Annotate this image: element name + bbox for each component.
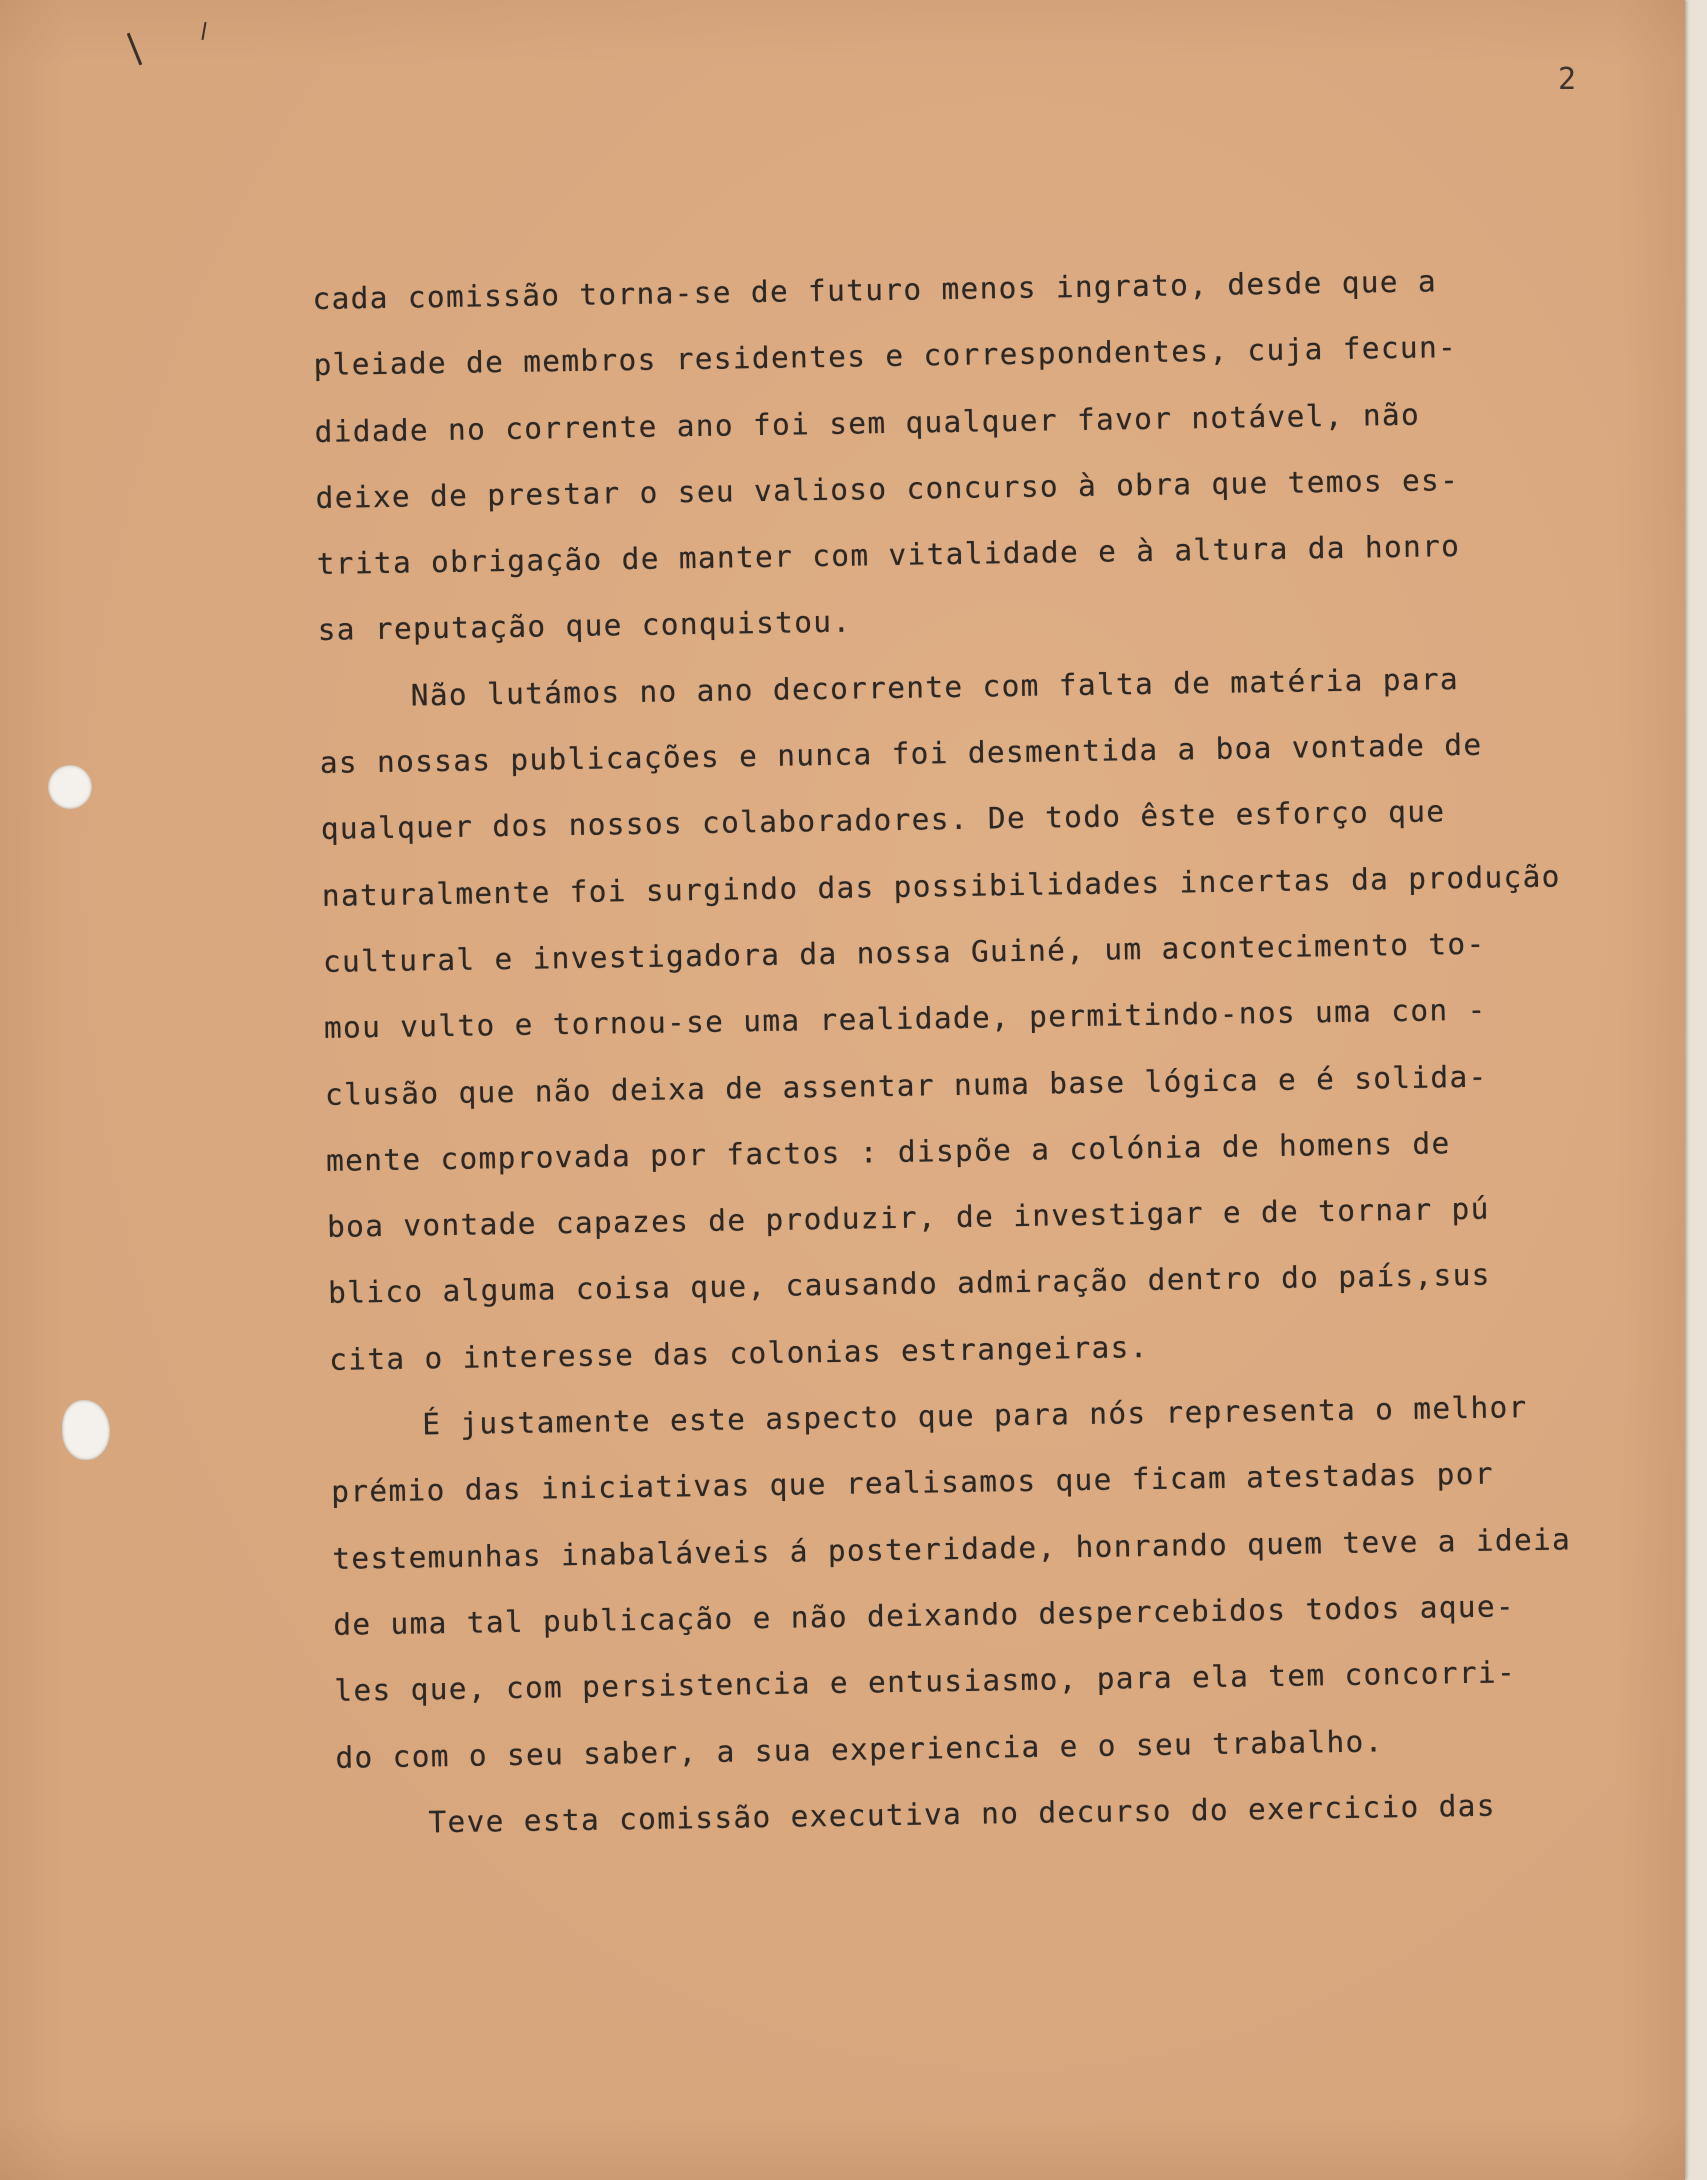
punch-hole (62, 1400, 110, 1460)
text-line: cada comissão torna-se de futuro menos ingrato, desde que a (312, 264, 1438, 316)
typed-body-text (312, 244, 1707, 1856)
punch-hole (48, 765, 92, 809)
text-line: cultural e investigadora da nossa Guiné, um acontecimento to- (322, 926, 1486, 979)
text-line: as nossas publicações e nunca foi desmentida a boa vontade de (319, 727, 1483, 781)
text-line: mou vulto e tornou-se uma realidade, permitindo-nos uma con - (323, 992, 1487, 1046)
text-line: naturalmente foi surgindo das possibilidades incertas da produção (321, 859, 1561, 913)
ink-mark (127, 33, 143, 66)
text-line: trita obrigação de manter com vitalidade e à altura da honro (316, 529, 1461, 582)
text-line: qualquer dos nossos colaboradores. De todo êste esforço que (320, 794, 1446, 847)
ink-mark (201, 22, 206, 40)
text-line: testemunhas inabaláveis á posteridade, honrando quem teve a ideia (332, 1522, 1572, 1576)
text-line: cita o interesse das colonias estrangeiras. (328, 1329, 1149, 1377)
text-line: les que, com persistencia e entusiasmo, para ela tem concorri- (334, 1655, 1517, 1709)
text-line: sa reputação que conquistou. (317, 605, 852, 648)
text-line: Teve esta comissão executiva no decurso do exercicio das (428, 1788, 1496, 1840)
text-line: mente comprovada por factos : dispõe a colónia de homens de (325, 1126, 1451, 1178)
text-line: prémio das iniciativas que realisamos que ficam atestadas por (330, 1456, 1495, 1510)
page-number: 2 (1558, 62, 1577, 97)
text-line: didade no corrente ano foi sem qualquer favor notável, não (314, 397, 1421, 449)
text-line: É justamente este aspecto que para nós representa o melhor (421, 1390, 1528, 1442)
text-line: blico alguma coisa que, causando admiração dentro do país,sus (327, 1258, 1491, 1311)
text-line: Não lutámos no ano decorrente com falta de matéria para (410, 661, 1460, 713)
text-line: boa vontade capazes de produzir, de investigar e de tornar pú (326, 1191, 1490, 1245)
text-line: de uma tal publicação e não deixando despercebidos todos aque- (333, 1589, 1516, 1642)
text-line: do com o seu saber, a sua experiencia e o seu trabalho. (335, 1723, 1384, 1775)
text-line: pleiade de membros residentes e correspondentes, cuja fecun- (313, 330, 1458, 383)
text-line: deixe de prestar o seu valioso concurso à obra que temos es- (315, 462, 1460, 515)
text-line: clusão que não deixa de assentar numa base lógica e é solida- (324, 1059, 1488, 1112)
